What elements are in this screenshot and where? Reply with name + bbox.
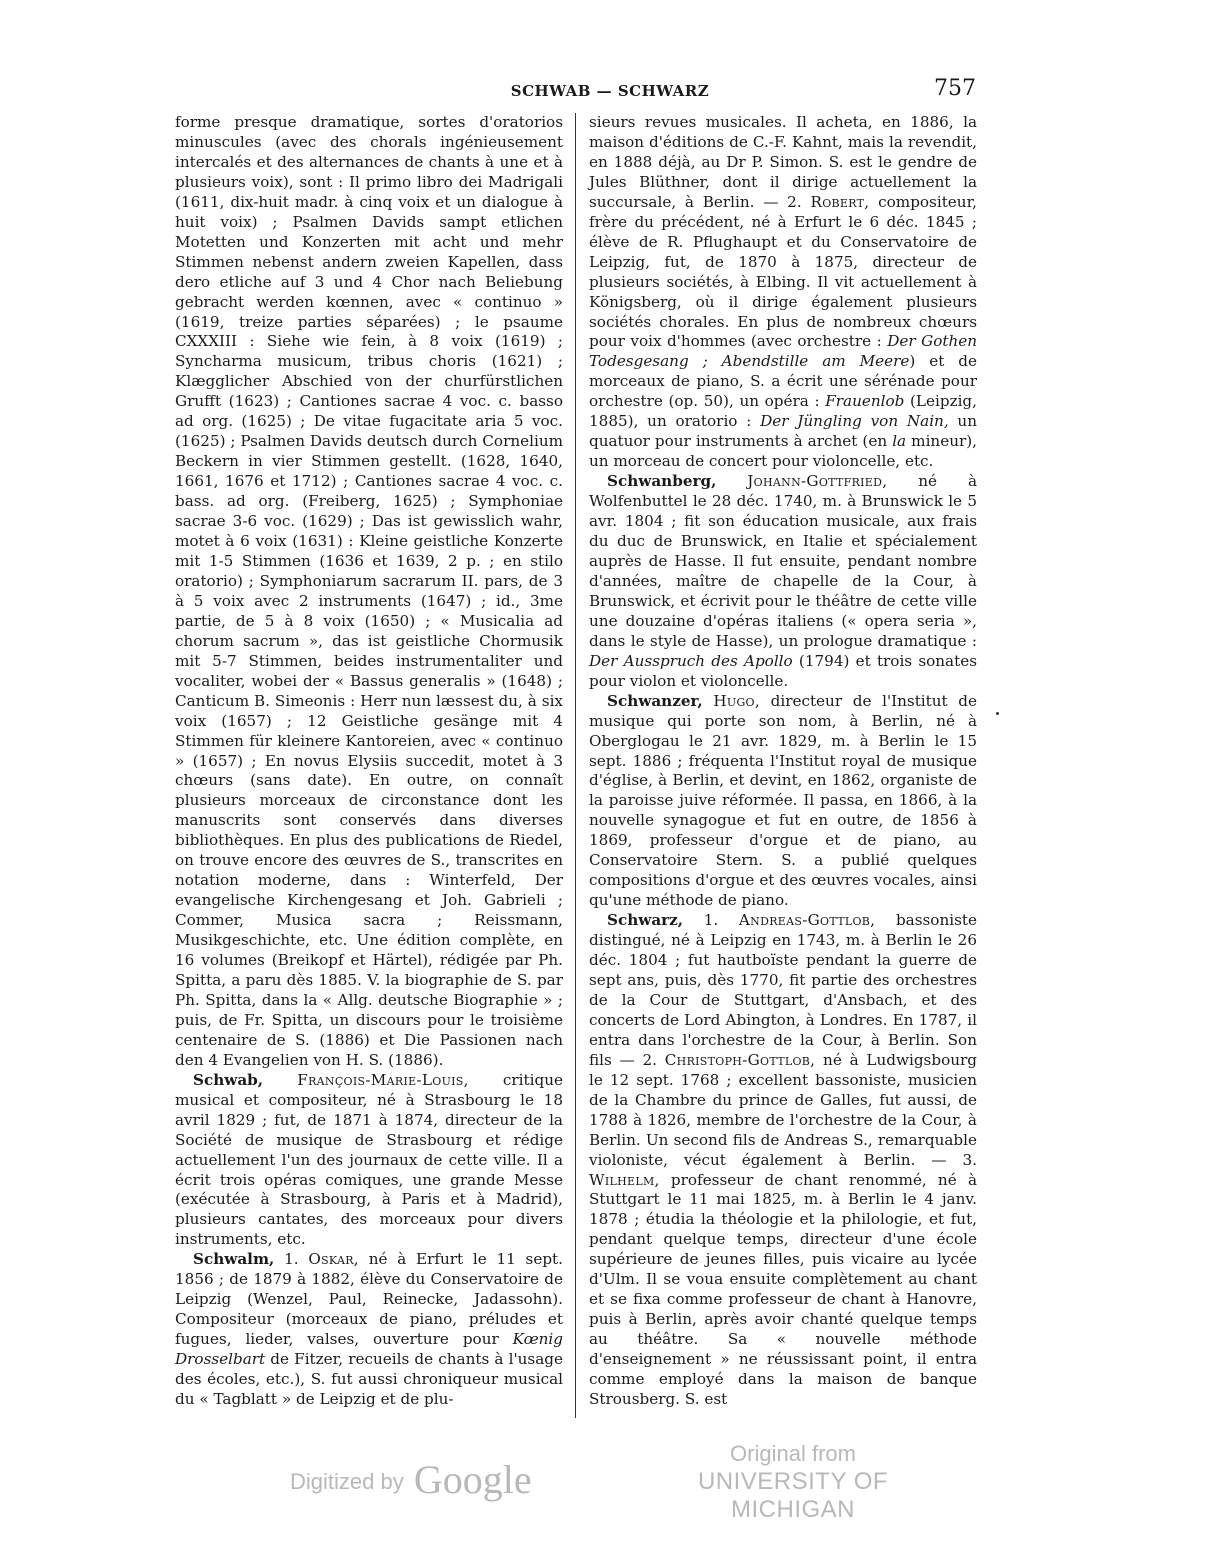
title-gothen: Der Gothen Todesgesang ; Abendstille am Meere bbox=[589, 332, 977, 371]
google-logo: Google bbox=[413, 1457, 532, 1502]
column-rule bbox=[575, 113, 576, 1418]
schutz-continuation: forme presque dramatique, sortes d'oratorios minuscules (avec des chorals ingénieusement intercalés et des alternances de chants à une et à plusieurs voix), sont : Il primo libro dei Madrigali (1611, dix-huit madr. à cinq voix et un dialogue à huit voix) ; Psalmen Davids sampt etlichen Motetten und Konzerten mit acht und mehr Stimmen nebenst andern zweien Kapellen, dass dero etliche auf 3 und 4 Chor nach Beliebung gebracht werden kœnnen, avec « continuo » (1619, treize parties séparées) ; le psaume CXXXIII : Siehe wie fein, à 8 voix (1619) ; Syncharma musicum, tribus choris (1621) ; Klægglicher Abschied von der churfürstlichen Grufft (1623) ; Cantiones sacrae 4 voc. c. basso ad org. (1625) ; De vitae fugacitate aria 5 voc. (1625) ; Psalmen Davids deutsch durch Cornelium Beckern in vier Stimmen gestellt. (1628, 1640, 1661, 1676 et 1712) ; Cantiones sacrae 4 voc. c. bass. ad org. (Freiberg, 1625) ; Symphoniae sacrae 3-6 voc. (1629) ; Das ist gewisslich wahr, motet à 6 voix (1631) : Kleine geistliche Konzerte mit 1-5 Stimmen (1636 et 1639, 2 p. ; en stilo oratorio) ; Symphoniarum sacrarum II. pars, de 3 à 5 voix avec 2 instruments (1647) ; id., 3me partie, de 5 à 8 voix (1650) ; « Musicalia ad chorum sacrum », das ist geistliche Chormusik mit 5-7 Stimmen, beides instrumentaliter und vocaliter, wobei der « Bassus generalis » (1648) ; Canticum B. Simeonis : Herr nun læssest du, à six voix (1657) ; 12 Geistliche gesänge mit 4 Stimmen für kleinere Kantoreien, avec « continuo » (1657) ; En novus Elysiis succedit, motet à 3 chœurs (sans date). En outre, on connaît plusieurs morceaux de circonstance dont les manuscrits sont conservés dans diverses bibliothèques. En plus des publications de Riedel, on trouve encore des œuvres de S., transcrites en notation moderne, dans : Winterfeld, Der evangelische Kirchengesang et Joh. Gabrieli ; Commer, Musica sacra ; Reissmann, Musikgeschichte, etc. Une édition complète, en 16 volumes (Breikopf et Härtel), rédigée par Ph. Spitta, a paru dès 1885. V. la biographie de S. par Ph. Spitta, dans la « Allg. deutsche Biographie » ; puis, de Fr. Spitta, un discours pour le troisième centenaire de S. (1886) et Die Passionen nach den 4 Evangelien von H. S. (1886). bbox=[175, 113, 563, 1069]
firstname-schwab: François-Marie-Louis, bbox=[297, 1070, 469, 1089]
title-jungling: Der Jüngling von Nain, bbox=[760, 412, 949, 431]
text-b: compositeur, frère du précédent, né à Erfurt le 6 déc. 1845 ; élève de R. Pflughaupt et du Conservatoire de Leipzig, fut, de 1870 à 1875, directeur de plusieurs sociétés, à Elbing. Il vit actuellement à Königsberg, où il dirige également plusieurs sociétés chorales. En plus de nombreux chœurs pour voix d'hommes (avec orchestre : bbox=[589, 192, 977, 351]
title-frauenlob: Frauenlob bbox=[825, 392, 905, 411]
entry-schwarz bbox=[589, 911, 977, 1410]
firstname-schwanzer: Hugo, bbox=[713, 691, 760, 710]
running-title: SCHWAB — SCHWARZ bbox=[510, 82, 710, 100]
text-a: sieurs revues musicales. Il acheta, en 1886, la maison d'éditions de C.-F. Kahnt, mais la revendit, en 1888 déjà, au Dr P. Simon. S. est le gendre de Jules Blüthner, dont il dirige actuellement la succursale, à Berlin. — 2. bbox=[589, 113, 977, 211]
text-e: un quatuor pour instruments à archet (en bbox=[589, 412, 977, 451]
key-la: la bbox=[892, 432, 907, 451]
university-label: UNIVERSITY OF MICHIGAN bbox=[697, 1468, 889, 1523]
text-schwanzer: directeur de l'Institut de musique qui porte son nom, à Berlin, né à Oberglogau le 21 avr. 1829, m. à Berlin le 15 sept. 1886 ; fréquenta l'Institut royal de musique d'église, à Berlin, et devint, en 1862, organiste de la paroisse juive réformée. Il passa, en 1866, à la nouvelle synagogue et fut en outre, de 1856 à 1869, professeur d'orgue et de piano, au Conservatoire Stern. S. a publié quelques compositions d'orgue et des œuvres vocales, ainsi qu'une méthode de piano. bbox=[589, 691, 977, 910]
digitized-by-watermark bbox=[290, 1452, 532, 1502]
entry-schwanberg bbox=[589, 472, 977, 691]
left-column bbox=[175, 113, 563, 1413]
text-c: ) et de morceaux de piano, S. a écrit une sérénade pour orchestre (op. 50), un opéra : bbox=[589, 352, 977, 411]
title-ausspruch: Der Ausspruch des Apollo bbox=[589, 651, 793, 670]
entry-schwab bbox=[175, 1071, 563, 1251]
text-schwab: critique musical et compositeur, né à Strasbourg le 18 avril 1829 ; fut, de 1871 à 1874, directeur de la Société de musique de Strasbourg et rédige actuellement l'un des journaux de cette ville. Il a écrit trois opéras comiques, une grande Messe (exécutée à Strasbourg, à Paris et à Madrid), plusieurs cantates, des morceaux pour divers instruments, etc. bbox=[175, 1070, 563, 1249]
original-from-watermark bbox=[668, 1440, 918, 1524]
firstname-wilhelm: Wilhelm, bbox=[589, 1170, 660, 1189]
firstname-schwanberg: Johann-Gottfried, bbox=[747, 472, 888, 491]
text-schwalm-2: de Fitzer, recueils de chants à l'usage des écoles, etc.), S. fut aussi chroniqueur musical du « Tagblatt » de Leipzig et de plu- bbox=[175, 1350, 563, 1408]
text-schwarz-c: professeur de chant renommé, né à Stuttgart le 11 mai 1825, m. à Berlin le 4 janv. 1878 ; étudia la théologie et la philologie, et fut, pendant quelque temps, directeur d'une école supérieure de jeunes filles, puis vicaire au lycée d'Ulm. Il se voua ensuite complètement au chant et se fixa comme professeur de chant à Hanovre, puis à Berlin, après avoir chanté quelque temps au théâtre. Sa « nouvelle méthode d'enseignement » ne réussissant point, il entra comme employé dans la maison de banque Strousberg. S. est bbox=[589, 1170, 977, 1408]
number-schwalm: 1. bbox=[274, 1250, 309, 1269]
text-schwanberg-a: né à Wolfenbuttel le 28 déc. 1740, m. à Brunswick le 5 avr. 1804 ; fit son éducation musicale, aux frais du duc de Brunswick, en Italie et spécialement auprès de Hasse. Il fut ensuite, pendant nombre d'années, maître de chapelle de la Cour, à Brunswick, et écrivit pour le théâtre de cette ville une douzaine d'opéras italiens (« opera seria », dans le style de Hasse), un prologue dramatique : bbox=[589, 472, 977, 650]
watermark-footer bbox=[0, 1440, 1207, 1523]
margin-dot bbox=[996, 712, 999, 715]
schwalm-continuation bbox=[589, 113, 977, 472]
page-number: 757 bbox=[934, 76, 976, 101]
firstname-schwalm: Oskar, bbox=[308, 1250, 359, 1269]
number-schwarz: 1. bbox=[683, 911, 739, 930]
text-d: (Leipzig, 1885), un oratorio : bbox=[589, 392, 977, 431]
firstname-robert: Robert, bbox=[810, 192, 870, 211]
firstname-christoph: Christoph-Gottlob, bbox=[664, 1050, 816, 1069]
headword-schwab: Schwab, bbox=[193, 1070, 264, 1089]
text-schwarz-a: bassoniste distingué, né à Leipzig en 1743, m. à Berlin le 26 déc. 1804 ; fut hautboïste pendant la guerre de sept ans, puis, dès 1770, fit partie des orchestres de la Cour de Stuttgart, d'Ansbach, et des concerts de Lord Abington, à Londres. En 1787, il entra dans l'orchestre de la Cour, à Berlin. Son fils — 2. bbox=[589, 911, 977, 1069]
right-column bbox=[589, 113, 977, 1413]
entry-schwanzer bbox=[589, 692, 977, 911]
title-schwalm: Kœnig Drosselbart bbox=[175, 1330, 563, 1369]
text-f: mineur), un morceau de concert pour violoncelle, etc. bbox=[589, 432, 977, 471]
text-schwalm-1: né à Erfurt le 11 sept. 1856 ; de 1879 à 1882, élève du Conservatoire de Leipzig (Wenzel, Paul, Reinecke, Jadassohn). Compositeur (morceaux de piano, préludes et fugues, lieder, valses, ouverture pour bbox=[175, 1250, 563, 1349]
text-schwarz-b: né à Ludwigsbourg le 12 sept. 1768 ; excellent bassoniste, musicien de la Chambre du prince de Galles, fut aussi, de 1788 à 1826, membre de l'orchestre de la Cour, à Berlin. Un second fils de Andreas S., remarquable violoniste, vécut également à Berlin. — 3. bbox=[589, 1050, 977, 1169]
running-head bbox=[0, 76, 1207, 106]
text-schwanberg-b: (1794) et trois sonates pour violon et violoncelle. bbox=[589, 651, 977, 690]
headword-schwanberg: Schwanberg, bbox=[607, 472, 717, 491]
entry-schwalm bbox=[175, 1250, 563, 1410]
digitized-by-label: Digitized by bbox=[290, 1469, 404, 1494]
original-from-label: Original from bbox=[730, 1441, 856, 1466]
headword-schwarz: Schwarz, bbox=[607, 911, 684, 930]
headword-schwalm: Schwalm, bbox=[193, 1250, 275, 1269]
headword-schwanzer: Schwanzer, bbox=[607, 691, 703, 710]
firstname-andreas: Andreas-Gottlob, bbox=[738, 911, 876, 930]
